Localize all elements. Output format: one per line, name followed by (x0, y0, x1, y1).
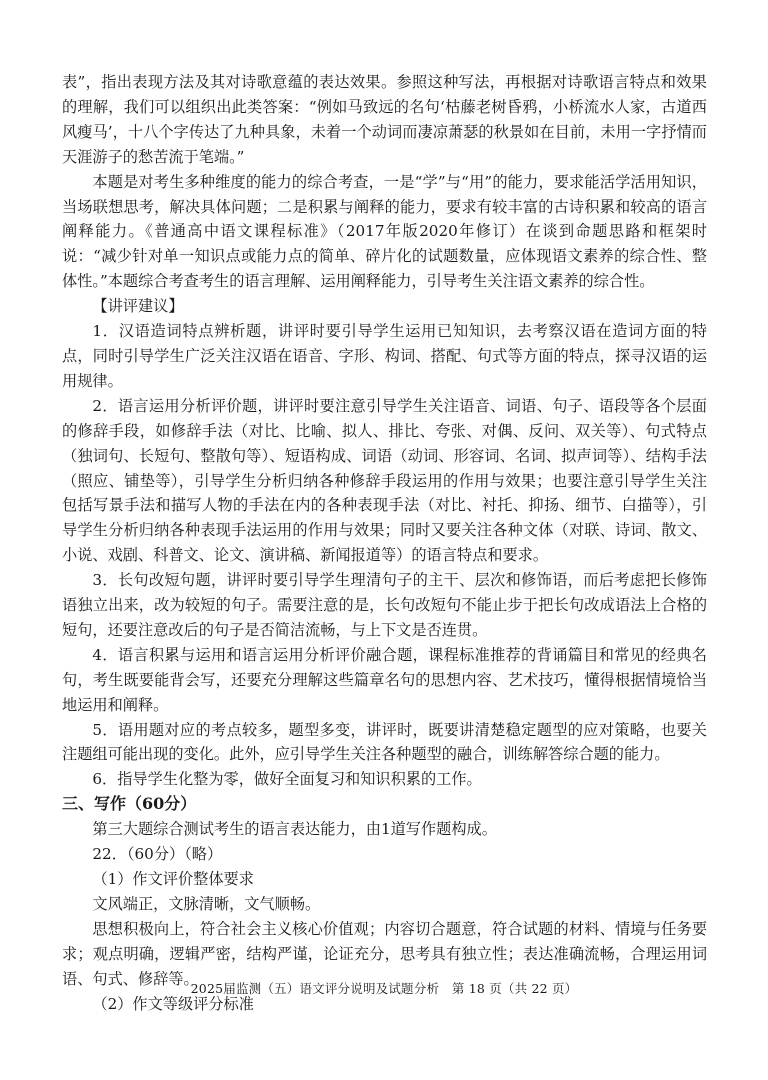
page-footer: 2025届监测（五）语文评分说明及试题分析 第 18 页（共 22 页） (190, 981, 578, 996)
question-22: 22．（60分）（略） (92, 845, 223, 864)
paragraph-continuation: 表”，指出表现方法及其对诗歌意蕴的表达效果。参照这种写法，再根据对诗歌语言特点和效果的理解，我们可以组织出此类答案：“例如马致远的名句‘枯藤老树昏鸦，小桥流水人家，古道西风瘦马’，十八个字传达了九种具象，未着一个动词而凄凉萧瑟的秋景如在目前，未用一字抒情而天涯游子的愁苦流于笔端。” (62, 73, 707, 166)
advice-item-5: 5．语用题对应的考点较多，题型多变，讲评时，既要讲清楚稳定题型的应对策略，也要关注题组可能出现的变化。此外，应引导学生关注各种题型的融合，训练解答综合题的能力。 (62, 720, 707, 764)
document-body (62, 70, 707, 1016)
advice-item-1: 1．汉语造词特点辨析题，讲评时要引导学生运用已知知识，去考察汉语在造词方面的特点，同时引导学生广泛关注汉语在语音、字形、构词、搭配、句式等方面的特点，探寻汉语的运用规律。 (62, 322, 707, 390)
advice-item-4: 4．语言积累与运用和语言运用分析评价融合题，课程标准推荐的背诵篇目和常见的经典名句，考生既要能背会写，还要充分理解这些篇章名句的思想内容、艺术技巧，懂得根据情境恰当地运用和阐释。 (62, 645, 707, 714)
subheading-grading-standard: （2）作文等级评分标准 (92, 994, 254, 1013)
section-heading-writing: 三、写作（60分） (62, 794, 197, 814)
requirement-content: 思想积极向上，符合社会主义核心价值观；内容切合题意，符合试题的材料、情境与任务要求；观点明确，逻辑严密，结构严谨，论证充分，思考具有独立性；表达准确流畅，合理运用词语、句式、修辞等。 (62, 919, 707, 988)
advice-item-3: 3．长句改短句题，讲评时要引导学生理清句子的主干、层次和修饰语，而后考虑把长修饰语独立出来，改为较短的句子。需要注意的是，长句改短句不能止步于把长句改成语法上合格的短句，还要注意改后的句子是否简洁流畅，与上下文是否连贯。 (62, 571, 707, 639)
advice-item-2: 2．语言运用分析评价题，讲评时要注意引导学生关注语音、词语、句子、语段等各个层面的修辞手段，如修辞手法（对比、比喻、拟人、排比、夸张、对偶、反问、双关等）、句式特点（独词句、长短句、整散句等）、短语构成、词语（动词、形容词、名词、拟声词等）、结构手法（照应、铺垫等），引导学生分析归纳各种修辞手段运用的作用与效果；也要注意引导学生关注包括写景手法和描写人物的手法在内的各种表现手法（对比、衬托、抑扬、细节、白描等），引导学生分析归纳各种表现手法运用的作用与效果；同时又要关注各种文体（对联、诗词、散文、小说、戏剧、科普文、论文、演讲稿、新闻报道等）的语言特点和要求。 (62, 396, 707, 565)
advice-item-6: 6．指导学生化整为零，做好全面复习和知识积累的工作。 (92, 770, 482, 789)
section-heading-advice: 【讲评建议】 (92, 297, 184, 316)
requirement-style: 文风端正，文脉清晰，文气顺畅。 (92, 894, 321, 913)
subheading-overall-requirements: （1）作文评价整体要求 (92, 870, 254, 888)
paragraph-analysis: 本题是对考生多种维度的能力的综合考查，一是“学”与“用”的能力，要求能活学活用知识，当场联想思考，解决具体问题；二是积累与阐释的能力，要求有较丰富的古诗积累和较高的语言阐释能力。《普通高中语文课程标准》（2017年版2020年修订）在谈到命题思路和框架时说：“减少针对单一知识点或能力点的简单、碎片化的试题数量，应体现语文素养的综合性、整体性。”本题综合考查考生的语言理解、运用阐释能力，引导考生关注语文素养的综合性。 (62, 172, 707, 291)
writing-intro: 第三大题综合测试考生的语言表达能力，由1道写作题构成。 (92, 820, 497, 839)
